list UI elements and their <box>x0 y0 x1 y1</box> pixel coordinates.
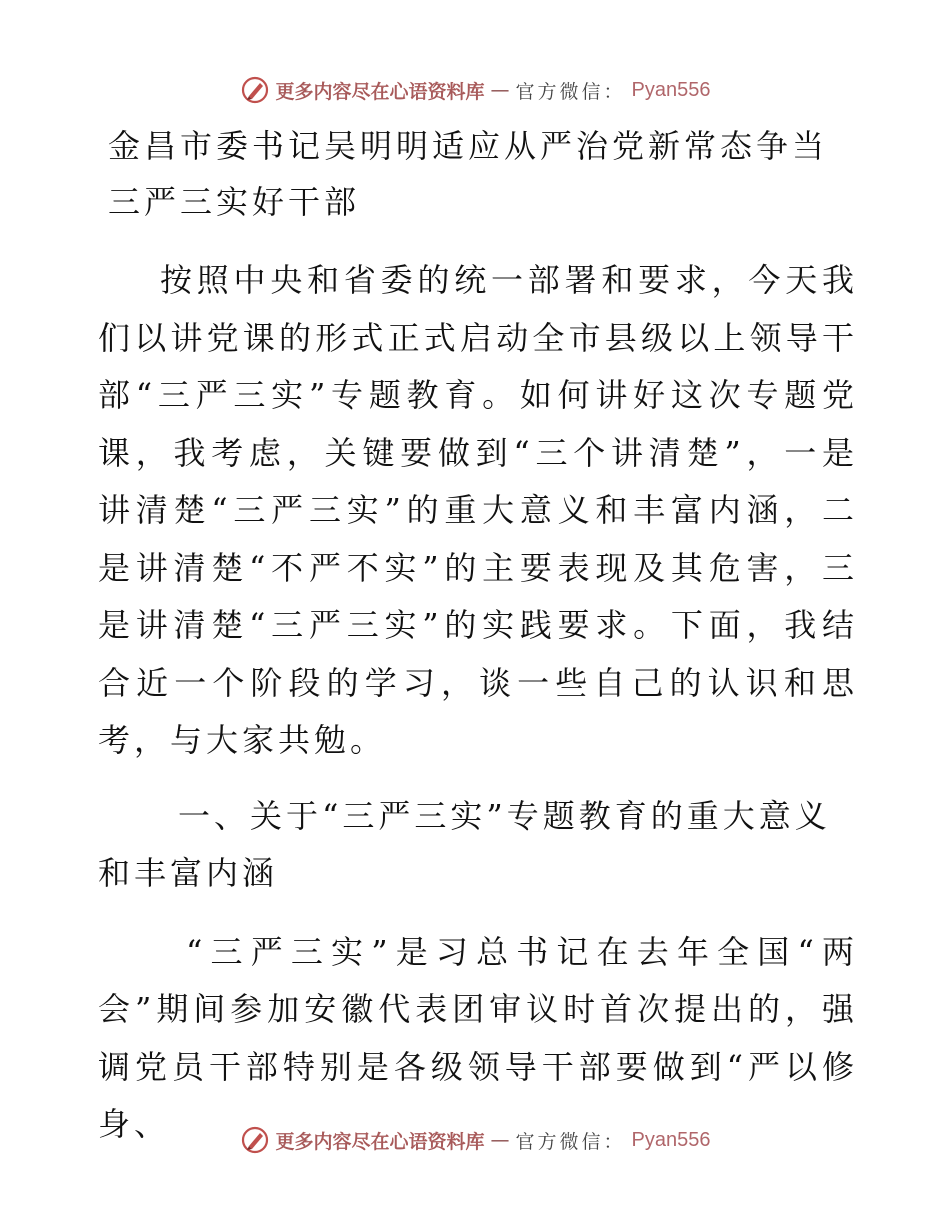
paragraph-intro: 按照中央和省委的统一部署和要求，今天我们以讲党课的形式正式启动全市县级以上领导干部“三严三实”专题教育。如何讲好这次专题党课，我考虑，关键要做到“三个讲清楚”，一是讲清楚“三严三实”的重大意义和丰富内涵，二是讲清楚“不严不实”的主要表现及其危害，三是讲清楚“三严三实”的实践要求。下面，我结合近一个阶段的学习，谈一些自己的认识和思考，与大家共勉。 <box>98 261 858 759</box>
banner-separator: — <box>490 79 510 101</box>
wechat-id: Pyan556 <box>631 1128 711 1151</box>
header-watermark-banner <box>0 70 950 110</box>
pen-logo-icon <box>240 75 270 105</box>
document-body <box>98 118 858 1154</box>
site-name: 更多内容尽在心语资料库 <box>275 1130 485 1153</box>
banner-separator: — <box>490 1129 510 1151</box>
section-heading: 一、关于“三严三实”专题教育的重大意义和丰富内涵 <box>98 796 831 892</box>
paragraph-section-1: “三严三实”是习总书记在去年全国“两会”期间参加安徽代表团审议时首次提出的，强调党员干部特别是各级领导干部要做到“严以修身、 <box>98 932 858 1143</box>
site-name: 更多内容尽在心语资料库 <box>275 80 485 103</box>
footer-watermark-banner <box>0 1120 950 1160</box>
wechat-id: Pyan556 <box>631 78 711 101</box>
wechat-label: 官方微信： <box>515 1130 626 1153</box>
pen-logo-icon <box>240 1125 270 1155</box>
document-title: 金昌市委书记吴明明适应从严治党新常态争当三严三实好干部 <box>108 127 829 221</box>
wechat-label: 官方微信： <box>515 80 626 103</box>
